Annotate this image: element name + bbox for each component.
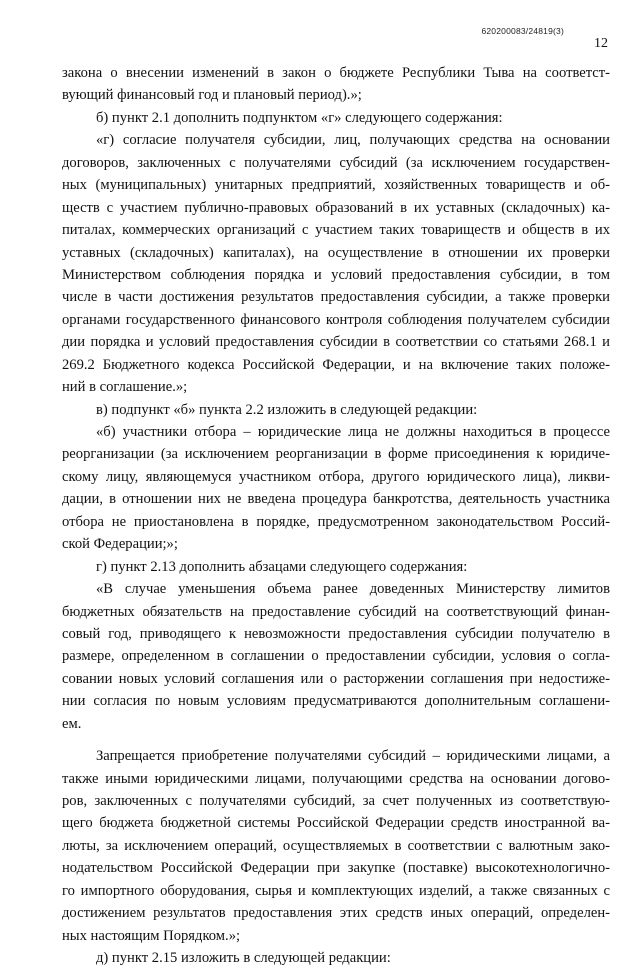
text-line: дации, в отношении них не введена процедура банкротства, деятельность участника xyxy=(62,491,610,508)
text-line: ров, заключенных с получателями субсидий, за счет полученных из соответствую- xyxy=(62,793,610,809)
text-line: Министерством соблюдения порядка и условий предоставления субсидии, в том xyxy=(62,266,610,283)
paragraph-gap xyxy=(62,735,610,745)
text-line: ных настоящим Порядком.»; xyxy=(62,927,241,944)
text-line: ществ с участием публично-правовых образований в их уставных (складочных) ка- xyxy=(62,199,610,216)
text-line: органами государственного финансового контроля соблюдения получателем субсидии xyxy=(62,311,610,328)
text-line: отбора не приостановлена в порядке, предусмотренном законодательством Россий- xyxy=(62,513,610,530)
text-line: ний в соглашение.»; xyxy=(62,379,188,396)
text-line: договоров, заключенных с получателями субсидий (за исключением государствен- xyxy=(62,154,610,171)
text-line: ных (муниципальных) унитарных предприятий, хозяйственных товариществ и об- xyxy=(62,177,610,194)
text-line: нии согласия по новым условиям предусматриваются дополнительным соглашени- xyxy=(62,693,610,710)
text-line: совый год, приводящего к невозможности предоставления субсидии получателю в xyxy=(62,625,610,642)
document-body xyxy=(62,62,610,970)
document-registration-number: 620200083/24819(3) xyxy=(481,26,564,36)
text-line: размере, определенном в соглашении о предоставлении субсидии, условия о согла- xyxy=(62,648,610,665)
text-line: 269.2 Бюджетного кодекса Российской Федерации, и на включение таких положе- xyxy=(62,356,610,373)
text-line: совании новых условий соглашения или о расторжении соглашения при недостиже- xyxy=(62,670,610,687)
text-line: «г) согласие получателя субсидии, лиц, получающих средства на основании xyxy=(96,132,610,149)
text-line: ем. xyxy=(62,715,82,732)
text-line: Запрещается приобретение получателями субсидий – юридическими лицами, а xyxy=(96,748,610,765)
text-line: го импортного оборудования, сырья и комплектующих изделий, а также связанных с xyxy=(62,882,610,899)
text-line: уставных (складочных) капиталах), на осуществление в отношении их проверки xyxy=(62,244,610,261)
text-line: в) подпункт «б» пункта 2.2 изложить в следующей редакции: xyxy=(96,401,478,418)
text-line: вующий финансовый год и плановый период).»; xyxy=(62,87,362,104)
text-line: б) пункт 2.1 дополнить подпунктом «г» следующего содержания: xyxy=(96,109,503,126)
text-line: бюджетных обязательств на предоставление субсидий на соответствующий финан- xyxy=(62,603,610,620)
text-line: достижением результатов предоставления этих средств иных операций, определен- xyxy=(62,905,610,922)
text-line: ской Федерации;»; xyxy=(62,536,178,553)
text-line: д) пункт 2.15 изложить в следующей редакции: xyxy=(96,950,391,967)
text-line: нодательством Российской Федерации при закупке (поставке) высокотехнологично- xyxy=(62,860,610,877)
text-line: скому лицу, являющемуся участником отбора, другого юридического лица), ликви- xyxy=(62,468,610,485)
text-line: «б) участники отбора – юридические лица не должны находиться в процессе xyxy=(96,424,610,440)
text-line: «В случае уменьшения объема ранее доведенных Министерству лимитов xyxy=(96,581,610,598)
text-line: дии порядка и условий предоставления субсидии в соответствии со статьями 268.1 и xyxy=(62,334,610,351)
text-line: реорганизации (за исключением реорганизации в форме присоединения к юридиче- xyxy=(62,446,610,463)
text-line: г) пункт 2.13 дополнить абзацами следующего содержания: xyxy=(96,558,468,575)
text-line: питалах, коммерческих организаций с участием таких товариществ и обществ в их xyxy=(62,222,610,239)
text-line: люты, за исключением операций, осуществляемых в соответствии с валютным зако- xyxy=(62,837,610,854)
text-line: закона о внесении изменений в закон о бюджете Республики Тыва на соответст- xyxy=(62,65,610,81)
text-line: также иными юридическими лицами, получающими средства на основании догово- xyxy=(62,770,610,787)
page-number: 12 xyxy=(594,36,608,51)
text-line: щего бюджета бюджетной системы Российской Федерации средств иностранной ва- xyxy=(62,815,610,832)
text-line: числе в части достижения результатов предоставления субсидии, а также проверки xyxy=(62,289,610,306)
